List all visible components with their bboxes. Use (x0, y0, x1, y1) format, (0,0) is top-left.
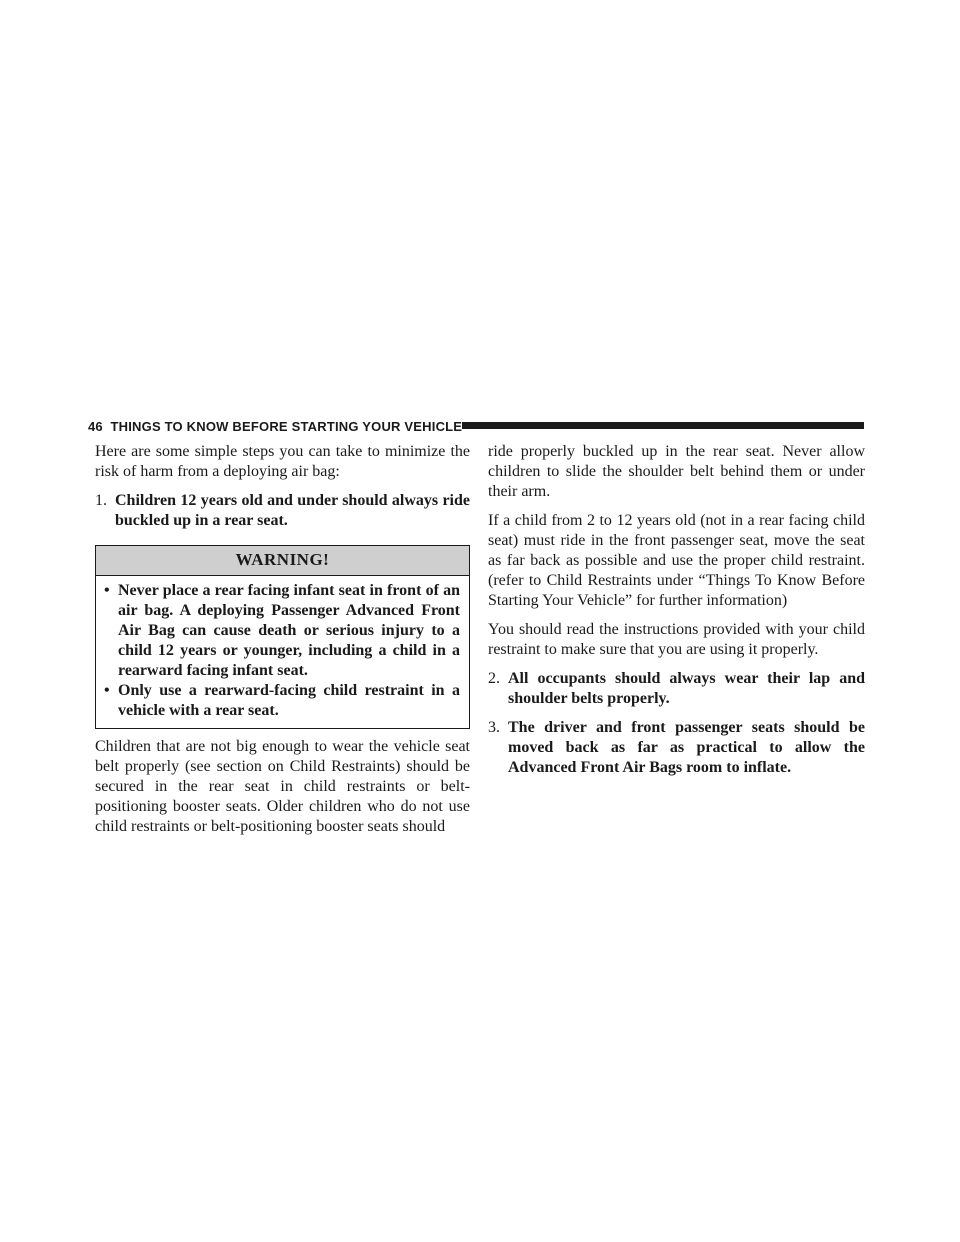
step-number: 2. (488, 670, 500, 687)
warning-body (96, 576, 469, 728)
page-header (88, 416, 864, 438)
warning-item-text: Only use a rearward-facing child restraint in a vehicle with a rear seat. (118, 682, 460, 719)
header-text (88, 419, 462, 434)
warning-item (104, 681, 460, 721)
warning-item (104, 581, 460, 681)
bullet-icon: • (104, 682, 110, 699)
step-text: All occupants should always wear their lap and shoulder belts properly. (508, 670, 865, 707)
warning-title: WARNING! (96, 546, 469, 576)
step-3 (488, 718, 865, 778)
step-number: 1. (95, 492, 107, 509)
step-number: 3. (488, 719, 500, 736)
intro-paragraph: Here are some simple steps you can take to minimize the risk of harm from a deploying air bag: (95, 443, 470, 480)
left-column (95, 442, 470, 846)
bullet-icon: • (104, 582, 110, 599)
step-2 (488, 669, 865, 709)
header-rule (462, 422, 864, 429)
instructions-paragraph: You should read the instructions provided with your child restraint to make sure that you are using it properly. (488, 621, 865, 658)
warning-box (95, 545, 470, 729)
front-seat-paragraph: If a child from 2 to 12 years old (not in a rear facing child seat) must ride in the front passenger seat, move the seat as far back as possible and use the proper child restraint. (refer to Child Restraints under “Things To Know Before Starting Your Vehicle” for further information) (488, 512, 865, 609)
step-text: The driver and front passenger seats should be moved back as far as practical to allow the Advanced Front Air Bags room to inflate. (508, 719, 865, 776)
right-column (488, 442, 865, 787)
children-paragraph: Children that are not big enough to wear the vehicle seat belt properly (see section on Child Restraints) should be secured in the rear seat in child restraints or belt-positioning booster seats. Older children who do not use child restraints or belt-positioning booster seats should (95, 738, 470, 835)
page-number: 46 (88, 419, 103, 434)
step-text: Children 12 years old and under should always ride buckled up in a rear seat. (115, 492, 470, 529)
warning-item-text: Never place a rear facing infant seat in front of an air bag. A deploying Passenger Advanced Front Air Bag can cause death or serious injury to a child 12 years or younger, including a child in a rearward facing infant seat. (118, 582, 460, 679)
step-1 (95, 491, 470, 531)
section-title: THINGS TO KNOW BEFORE STARTING YOUR VEHICLE (110, 419, 463, 434)
continued-paragraph: ride properly buckled up in the rear seat. Never allow children to slide the shoulder belt behind them or under their arm. (488, 443, 865, 500)
